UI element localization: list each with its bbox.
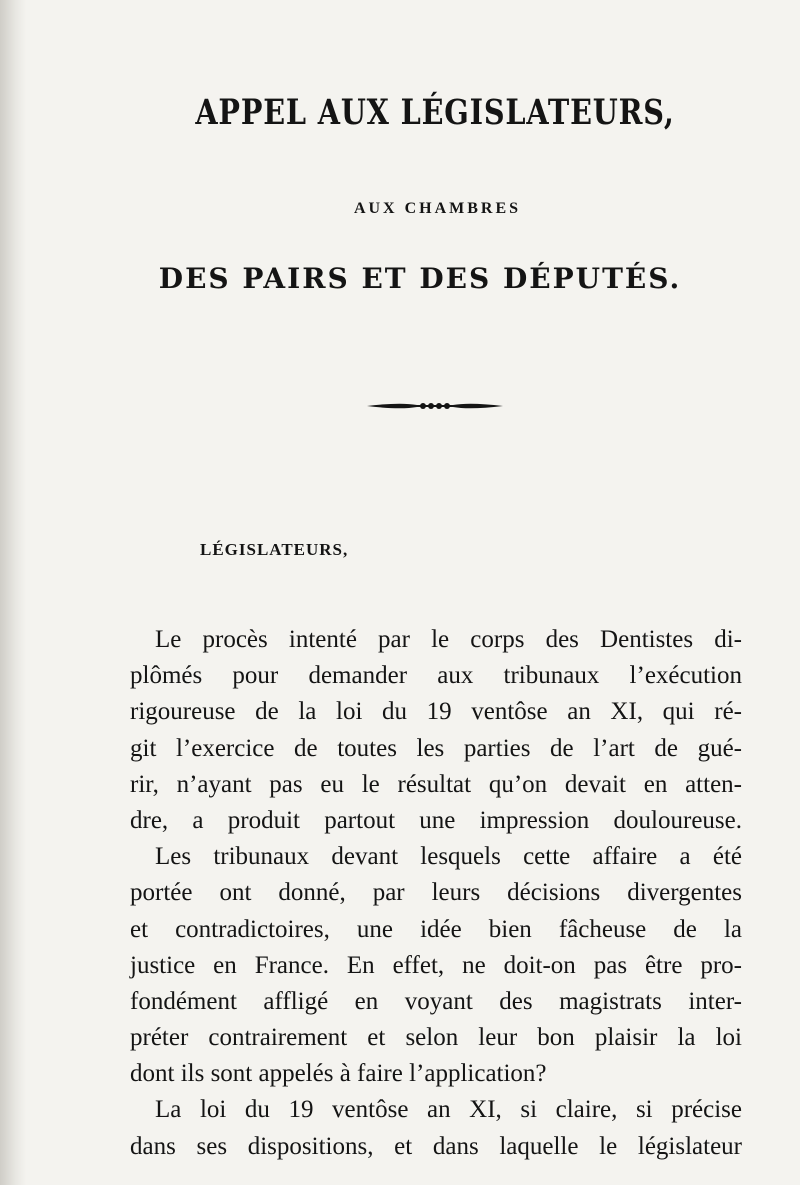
text-line: rigoureuse de la loi du 19 ventôse an XI, qui ré- — [130, 698, 742, 726]
text-line: dre, a produit partout une impression douloureuse. — [130, 806, 742, 834]
decorative-rule-icon — [365, 398, 505, 414]
text-line: justice en France. En effet, ne doit-on pas être pro- — [130, 951, 742, 979]
text-line: dont ils sont appelés à faire l’application? — [130, 1060, 547, 1088]
text-line: plômés pour demander aux tribunaux l’exécution — [130, 662, 742, 690]
text-line: Les tribunaux devant lesquels cette affaire a été — [155, 843, 742, 871]
text-line: rir, n’ayant pas eu le résultat qu’on devait en atten- — [130, 770, 742, 798]
text-line: préter contrairement et selon leur bon plaisir la loi — [130, 1024, 742, 1052]
text-line: La loi du 19 ventôse an XI, si claire, si précise — [155, 1096, 742, 1124]
subtitle: AUX CHAMBRES — [353, 200, 522, 217]
section-heading: DES PAIRS ET DES DÉPUTÉS. — [158, 262, 682, 295]
text-line: git l’exercice de toutes les parties de l’art de gué- — [130, 734, 742, 762]
body-text — [130, 622, 742, 1165]
text-line: dans ses dispositions, et dans laquelle le législateur — [130, 1132, 742, 1160]
text-line: et contradictoires, une idée bien fâcheuse de la — [130, 915, 742, 943]
page-title: APPEL AUX LÉGISLATEURS, — [195, 92, 675, 133]
text-line: Le procès intenté par le corps des Dentistes di- — [155, 626, 742, 653]
text-line: portée ont donné, par leurs décisions divergentes — [130, 879, 742, 907]
salutation: LÉGISLATEURS, — [200, 540, 349, 559]
text-line: fondément affligé en voyant des magistrats inter- — [130, 987, 742, 1015]
